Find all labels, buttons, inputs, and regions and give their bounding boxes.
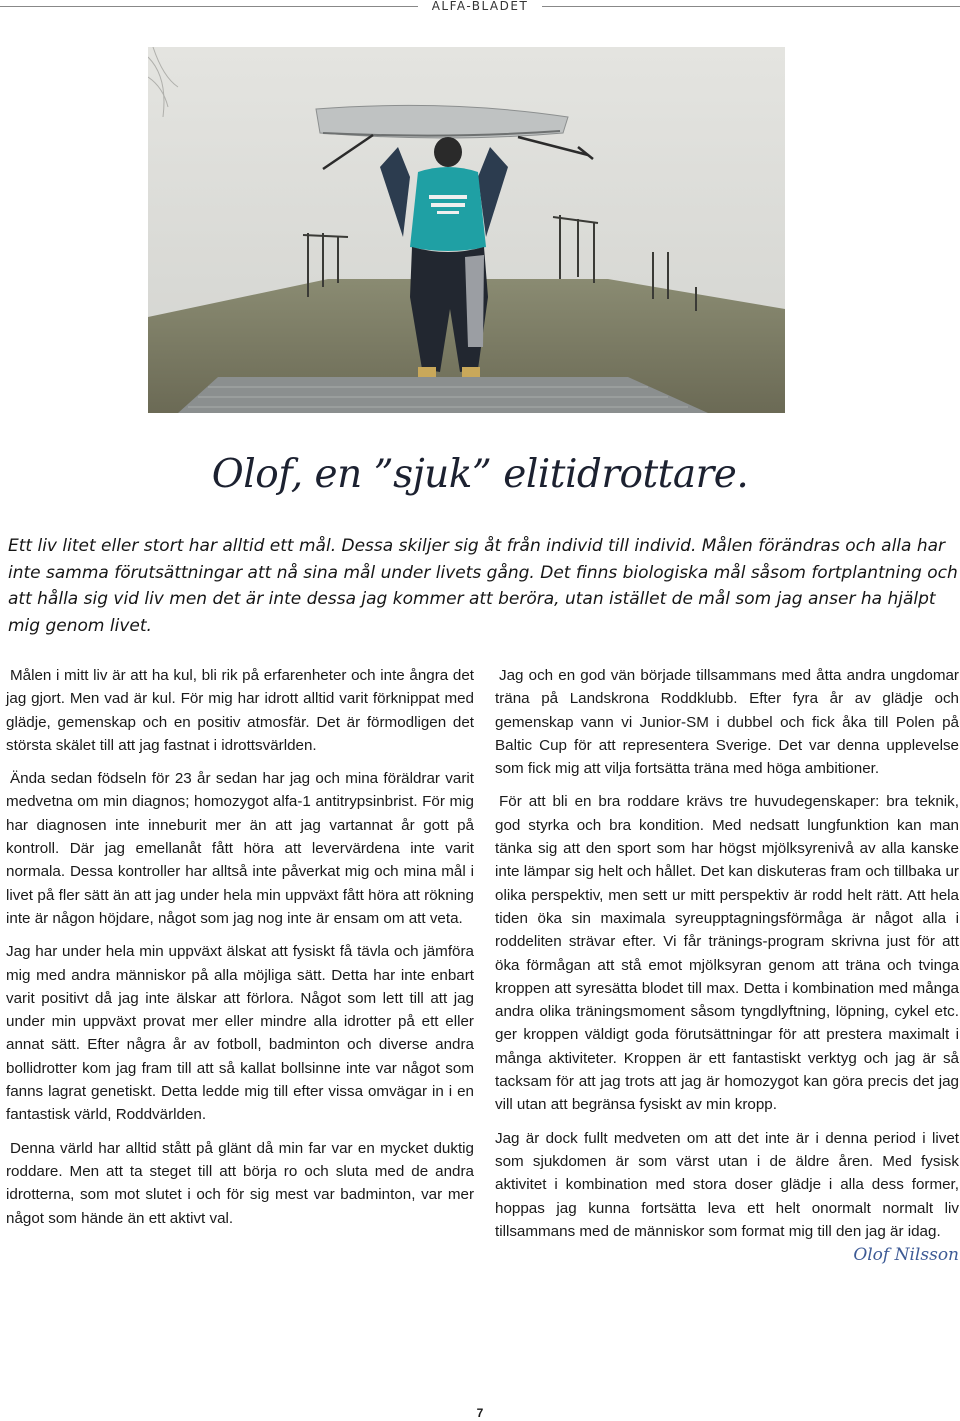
article-title: Olof, en ”sjuk” elitidrottare. <box>211 452 749 497</box>
paragraph: Jag och en god vän började tillsammans med åtta andra ungdomar träna på Landskrona Roddklubb. Efter fyra år av glädje och gemenskap vann vi Junior-SM i dubbel och fick åka till Polen på Baltic Cup för att representera Sverige. Det var denna upplevelse som fick mig att vilja fortsätta träna med höga ambitioner. <box>495 667 959 778</box>
publication-name: ALFA-BLADET <box>431 0 529 13</box>
article-intro: Ett liv litet eller stort har alltid ett mål. Dessa skiljer sig åt från individ till individ. Målen förändras och alla har inte samma förutsättningar att nå sina mål under livets gång. Det finns biologiska mål såsom fortplantning och att hålla sig vid liv men det är inte dessa jag kommer att beröra, utan istället de mål som jag anser ha hjälpt mig genom livet. <box>8 536 958 636</box>
right-column <box>495 664 959 1267</box>
paragraph: Ända sedan födseln för 23 år sedan har jag och mina föräldrar varit medvetna om min diagnos; homozygot alfa-1 antitrypsinbrist. För mig har diagnosen inte inneburit mer än att jag vartannat år gott på kontroll. Där jag emellanåt fått höra att levervärdena inte varit normala. Dessa kontroller har alltså inte påverkat mig och mina mål i livet på fler sätt än att jag under hela min uppväxt fått höra att rökning inte är någon höjdare, något som jag nog inte är ensam om att veta. <box>6 770 474 927</box>
header-rule-left <box>0 6 418 7</box>
paragraph: Denna värld har alltid stått på glänt då min far var en mycket duktig roddare. Men att ta steget till att börja ro och sluta med de andra idrotterna, som mot slutet i och för sig mest var badminton, var mer något som hände än ett aktivt val. <box>6 1139 474 1227</box>
paragraph: Målen i mitt liv är att ha kul, bli rik på erfarenheter och inte ångra det jag gjort. Men vad är kul. För mig har idrott alltid varit förknippat med glädje, gemenskap och en positiv atmosfär. Det är förmodligen det största skälet till att jag fastnat i idrottsvärlden. <box>6 667 474 754</box>
paragraph: Jag är dock fullt medveten om att det inte är i denna period i livet som sjukdomen är som värst utan i de äldre åren. Med fysisk aktivitet i kombination med stora doser glädje i alla dess former, hoppas jag kunna fortsätta leva ett helt onormalt normalt liv tillsammans med de människor som format mig till den jag är idag. <box>495 1129 959 1240</box>
left-column <box>6 664 474 1240</box>
page-number: 7 <box>476 1406 484 1420</box>
header-rule-right <box>542 6 960 7</box>
paragraph: Jag har under hela min uppväxt älskat att fysiskt få tävla och jämföra mig med andra människor på alla möjliga sätt. Detta har inte enbart varit positivt då jag inte älskar att förlora. Något som lett till att jag under min uppväxt provat mer eller mindre alla idrotter på ett eller annat sätt. Efter några år av fotboll, badminton och diverse andra bollidrotter kom jag fram till att så kallat bollsinne inte var något som fanns lagrat genetiskt. Detta ledde mig till efter vissa omvägar in i en fantastisk värld, Roddvärlden. <box>6 943 474 1124</box>
rower-carrying-boat-photo <box>148 47 785 413</box>
paragraph: För att bli en bra roddare krävs tre huvudegenskaper: bra teknik, god styrka och bra kondition. Med nedsatt lungfunktion kan man tänka sig att den sport som har högst mjölksyrenivå av alla kanske inte lämpar sig helt och hållet. Det kan diskuteras fram och tillbaka ur olika perspektiv, men sett ur mitt perspektiv är rodd helt rätt. Att hela tiden öka sin maximala syreupptagningsförmåga är något alla i roddeliten strävar efter. Vi får tränings-program skrivna just för att öka förmågan att stå emot mjölksyran genom att träna och tvinga kroppen att syresätta blodet till max. Detta i kombination med många andra olika träningsmoment såsom tyngdlyftning, löpning, cykel etc. ger kroppen väldigt goda förutsättningar för att prestera maximalt i många aktiviteter. Kroppen är ett fantastiskt verktyg och jag är så tacksam för att jag trots att jag är homozygot kan göra precis det jag vill utan att begränsa fysiskt av min kropp. <box>495 793 959 1114</box>
author-signature: Olof Nilsson <box>853 1245 959 1266</box>
paragraph-with-signature <box>495 1127 959 1266</box>
article-photo <box>148 47 785 413</box>
